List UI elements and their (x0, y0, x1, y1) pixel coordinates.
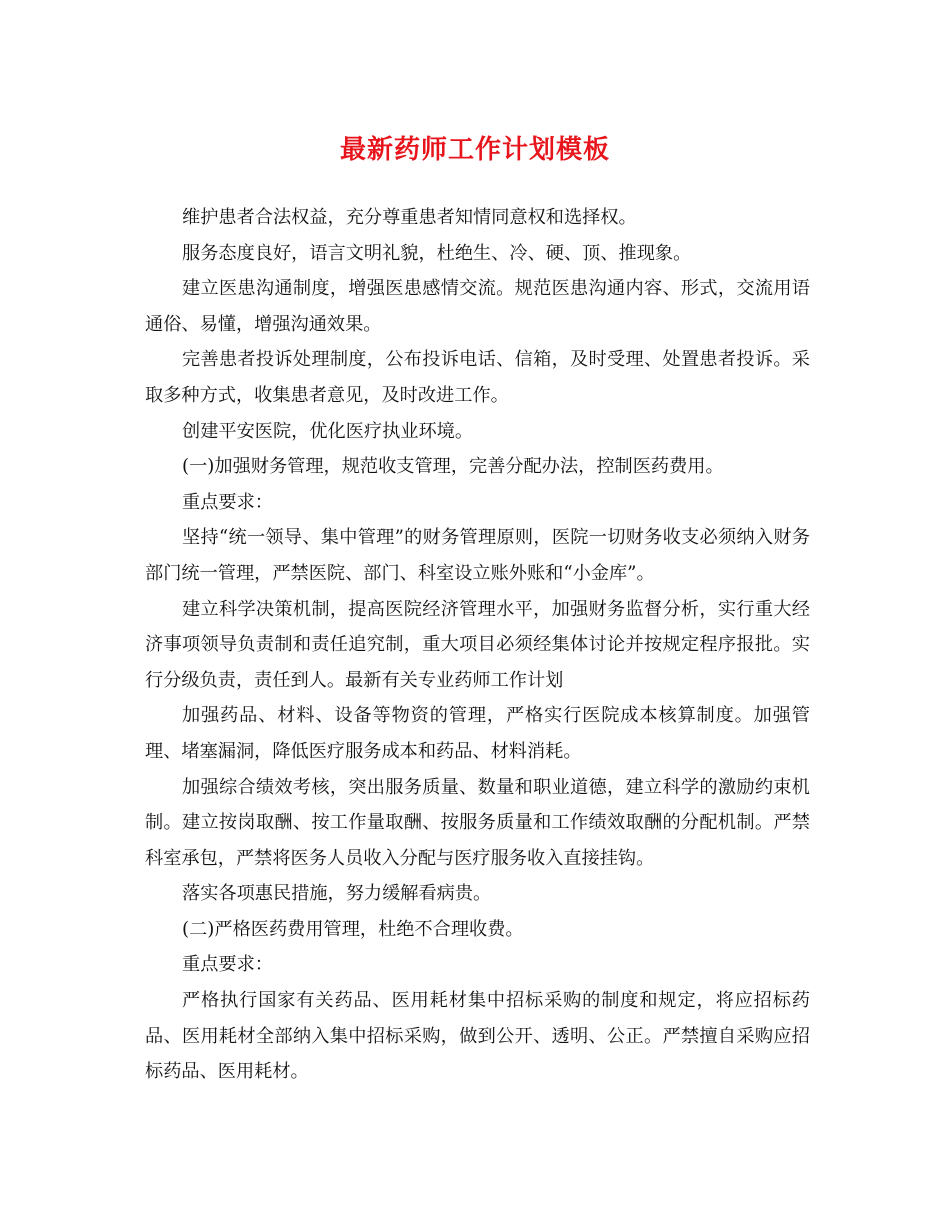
paragraph: 服务态度良好，语言文明礼貌，杜绝生、冷、硬、顶、推现象。 (182, 242, 692, 264)
paragraph: 重点要求： (182, 954, 273, 976)
document-body (145, 200, 810, 1090)
paragraph: 建立科学决策机制，提高医院经济管理水平，加强财务监督分析，实行重大经济事项领导负责制和责任追究制，重大项目必须经集体讨论并按规定程序报批。实行分级负责，责任到人。最新有关专业药师工作计划 (145, 598, 810, 691)
paragraph: 坚持“统一领导、集中管理”的财务管理原则，医院一切财务收支必须纳入财务部门统一管理，严禁医院、部门、科室设立账外账和“小金库”。 (145, 527, 810, 584)
paragraph: 维护患者合法权益，充分尊重患者知情同意权和选择权。 (182, 207, 637, 228)
paragraph: 建立医患沟通制度，增强医患感情交流。规范医患沟通内容、形式，交流用语通俗、易懂，增强沟通效果。 (145, 278, 810, 335)
paragraph: 重点要求： (182, 491, 273, 513)
section-heading: (二)严格医药费用管理，杜绝不合理收费。 (182, 918, 524, 940)
paragraph: 加强综合绩效考核，突出服务质量、数量和职业道德，建立科学的激励约束机制。建立按岗取酬、按工作量取酬、按服务质量和工作绩效取酬的分配机制。严禁科室承包，严禁将医务人员收入分配与医疗服务收入直接挂钩。 (145, 776, 810, 869)
paragraph: 严格执行国家有关药品、医用耗材集中招标采购的制度和规定，将应招标药品、医用耗材全部纳入集中招标采购，做到公开、透明、公正。严禁擅自采购应招标药品、医用耗材。 (145, 990, 810, 1083)
paragraph: 加强药品、材料、设备等物资的管理，严格实行医院成本核算制度。加强管理、堵塞漏洞，降低医疗服务成本和药品、材料消耗。 (145, 705, 810, 762)
paragraph: 创建平安医院，优化医疗执业环境。 (182, 420, 474, 442)
paragraph: 落实各项惠民措施，努力缓解看病贵。 (182, 883, 492, 905)
section-heading: (一)加强财务管理，规范收支管理，完善分配办法，控制医药费用。 (182, 456, 724, 478)
document-title: 最新药师工作计划模板 (339, 135, 610, 165)
paragraph: 完善患者投诉处理制度，公布投诉电话、信箱，及时受理、处置患者投诉。采取多种方式，收集患者意见，及时改进工作。 (145, 349, 810, 406)
